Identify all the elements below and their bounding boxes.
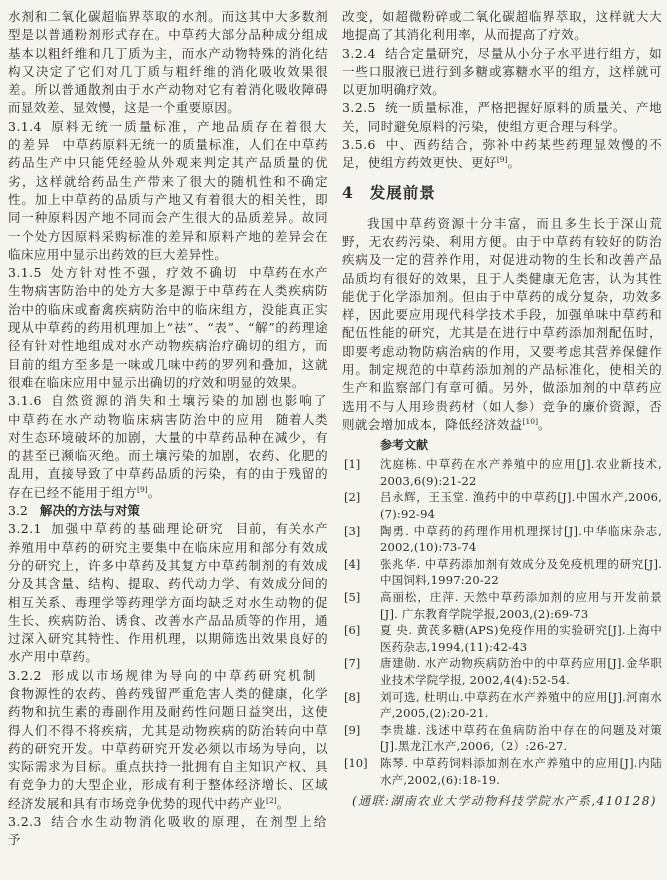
section-3-2-2 xyxy=(8,667,328,813)
reference-entry xyxy=(342,689,662,722)
reference-entry xyxy=(342,556,662,589)
section-3-1-4 xyxy=(8,118,328,264)
section-3-5-6 xyxy=(342,136,662,173)
left-column xyxy=(8,8,328,874)
sentence-end: 。 xyxy=(538,416,551,432)
citation-superscript: [10] xyxy=(522,416,539,426)
sentence-end: 。 xyxy=(276,795,290,811)
section-body: 食物源性的农药、兽药残留严重危害人类的健康，化学药物和抗生素的毒副作用及耐药性问题日益突出，这使得人们不得不将疾病，尤其是动物疾病的防治转向中草药的研究开发。中草药研究开发必须以市场为导向，以实际需求为目标。重点扶持一批拥有自主知识产权、具有竞争力的大型企业，形成有利于整体经济增长、区域经济发展和具有市场竞争优势的现代中药产业 xyxy=(8,685,328,811)
reference-entry xyxy=(342,722,662,755)
section-body: 中草药在水产生物病害防治中的处方大多是源于中草药在人类疾病防治中的临床或畜禽疾病防治中的临床组方，没能真正实现从中草药的药用机理加上“祛”、“表”、“解”的药理途径有针对性地组成对水产动物疾病治疗确切的组方，而目前的组方至多是一味或几味中药的罗列和叠加，这就很难在临床应用中显示出确切的疗效和明显的效果。 xyxy=(8,265,328,390)
reference-number: [10] xyxy=(344,755,368,770)
references-heading: 参考文献 xyxy=(380,438,429,453)
reference-entry xyxy=(342,655,662,688)
reference-number: [9] xyxy=(344,722,361,737)
right-column xyxy=(342,8,662,874)
reference-number: [5] xyxy=(344,589,361,604)
reference-entry xyxy=(342,755,662,788)
section-3-2-4 xyxy=(342,45,662,100)
section-body: 随着人类对生态环境破坏的加剧，大量的中草药品种在减少，有的甚至已濒临灭绝。而土壤污染的加剧，农药、化肥的乱用，直接导致了中草药品质的污染，有的由于残留的存在已经不能用于组方 xyxy=(8,411,328,500)
reference-number: [7] xyxy=(344,656,361,671)
reference-text: 刘可选, 杜明山.中草药在水产养殖中的应用[J].河南水产,2005,(2):20-21. xyxy=(380,689,662,721)
section-number: 3.2.5 xyxy=(342,100,376,116)
paragraph-continuation-right: 改变，如超微粉碎或二氧化碳超临界萃取，这样就大大地提高了其消化利用率，从而提高了疗效。 xyxy=(342,9,662,43)
section-body: 中、西药结合，弥补中药某些药理显效慢的不足，使组方药效更快、更好 xyxy=(342,137,662,171)
section-number: 3.1.4 xyxy=(8,118,42,134)
section-title: 结合水生动物消化吸收的原理，在剂型上给予 xyxy=(8,814,328,848)
section-number: 3.2.2 xyxy=(8,667,42,683)
reference-entry xyxy=(342,456,662,489)
citation-superscript: [9] xyxy=(137,484,148,494)
citation-superscript: [9] xyxy=(496,155,508,165)
reference-text: 沈庭栋. 中草药在水产养殖中的应用[J].农业新技术, 2003,6(9):21-22 xyxy=(380,457,662,488)
reference-text: 唐建勋. 水产动物疾病防治中的中草药应用[J].金华职业技术学院学报, 2002,4(4):52-54. xyxy=(380,656,662,687)
heading-4-development-outlook xyxy=(342,182,662,204)
reference-entry xyxy=(342,589,662,622)
section-title: 自然资源的消失和土壤污染的加剧也影响了中草药在水产动物临床病害防治中的应用 xyxy=(8,393,328,427)
heading-3-2 xyxy=(8,502,328,520)
section-number: 3.1.5 xyxy=(8,265,42,281)
section-3-2-5 xyxy=(342,99,662,136)
reference-number: [8] xyxy=(344,689,361,704)
reference-number: [2] xyxy=(344,490,361,505)
section-body: 统一质量标准，严格把握好原料的质量关、产地关，同时避免原料的污染，使组方更合理与科学。 xyxy=(342,100,662,134)
paragraph-body: 我国中草药资源十分丰富，而且多生长于深山荒野，无农药污染、利用方便。由于中草药有较好的防治疾病及一定的营养作用，对促进动物的生长和改善产品品质均有很好的效果，且于人类健康无危害，认为其性能优于化学添加剂。但由于中草药的成分复杂，功效多样，因此要应用现代科学技术手段，加强单味中草药和配伍性能的研究，尤其是在进行中草药添加剂配伍时，即要考虑动物防病治病的作用，又要考虑其营养保健作用。制定规范的中草药添加剂的产品标准化，使相关的生产和监察部门有章可循。另外，做添加剂的中草药应选用不与人用珍贵药材（如人参）竞争的廉价资源，否则就会增加成本，降低经济效益 xyxy=(342,215,662,432)
section-number: 3.2.4 xyxy=(342,45,376,61)
reference-text: 张兆华. 中草药添加剂有效成分及免疫机理的研究[J]. 中国饲料,1997:20-22 xyxy=(380,556,662,588)
section-number: 3.2.1 xyxy=(8,521,42,537)
reference-entry xyxy=(342,622,662,655)
reference-text: 陈琴. 中草药饲料添加剂在水产养殖中的应用[J].内陆水产,2002,(6):18-19. xyxy=(380,755,662,787)
section-title: 处方针对性不强，疗效不确切 xyxy=(50,265,239,281)
section-body: 结合定量研究，尽量从小分子水平进行组方，如一些口服液已进行到多糖或寡糖水平的组方，这样就可以更加明确疗效。 xyxy=(342,45,662,98)
heading-number: 3.2 xyxy=(8,503,28,519)
section-3-1-5 xyxy=(8,264,328,392)
heading-number: 4 xyxy=(342,182,354,202)
section-3-1-6 xyxy=(8,392,328,502)
reference-number: [3] xyxy=(344,523,361,538)
section-body: 中草药原料无统一的质量标准，人们在中草药药品生产中只能凭经验从外观来判定其产品质量的优劣，这样就给药品生产带来了很大的随机性和不确定性。加上中草药的品质与产地又有着很大的相关性，即同一种原料因产地不同而会产生很大的品质差异。故同一个处方因原料采购标准的差异和原料产地的差异会在临床应用中显示出药效的巨大差异性。 xyxy=(8,137,328,262)
heading-title: 解决的方法与对策 xyxy=(39,503,140,519)
section-title: 加强中草药的基础理论研究 xyxy=(50,521,225,537)
reference-text: 吕永辉，王玉堂. 渔药中的中草药[J].中国水产,2006,(7):92-94 xyxy=(380,490,662,522)
section-3-2-1 xyxy=(8,520,328,666)
reference-text: 高丽松，庄萍. 天然中草药添加剂的应用与开发前景[J]. 广东教育学院学报,2003,(2):69-73 xyxy=(380,589,662,621)
section-body: 目前，有关水产养殖用中草药的研究主要集中在临床应用和部分有效成分的研究上，许多中草药及其复方中草药制剂的有效成分及其含量、结构、提取、药代动力学、有效成分间的相互关系、毒理学等药理学方面均缺乏对水生动物的促生长、疾病防治、诱食、改善水产品品质等的作用，通过深入研究其特性、作用机理，以期筛选出效果良好的水产用中草药。 xyxy=(8,521,328,665)
reference-text: 陶勇. 中草药的药理作用机理探讨[J].中华临床杂志, 2002,(10):73-74 xyxy=(380,523,662,555)
correspondence-line: (通联:湖南农业大学动物科技学院水产系,410128) xyxy=(352,794,657,809)
reference-entry xyxy=(342,489,662,522)
section-number: 3.2.3 xyxy=(8,814,42,830)
sentence-end: 。 xyxy=(147,484,161,500)
heading-title: 发展前景 xyxy=(369,182,436,202)
citation-superscript: [2] xyxy=(266,795,277,805)
section-title: 原料无统一质量标准，产地品质存在着很大的差异 xyxy=(8,118,328,153)
reference-text: 李贵雄. 浅述中草药在鱼病防治中存在的问题及对策[J].黑龙江水产,2006,（2）:26-27. xyxy=(380,722,662,754)
paragraph-continuation-left: 水剂和二氧化碳超临界萃取的水剂。而这其中大多数剂型是以普通粉剂形式存在。中草药大部分品种成分组成基本以粗纤维和几丁质为主，而水产动物特殊的消化结构又决定了它们对几丁质与粗纤维的消化吸收效果很差。所以普通散剂由于水产动物对它有着消化吸收障碍而显效差、显效慢，这是一个重要原因。 xyxy=(8,9,328,116)
section-number: 3.5.6 xyxy=(342,137,376,153)
outlook-paragraph xyxy=(342,215,662,435)
section-number: 3.1.6 xyxy=(8,393,42,409)
reference-text: 夏 央. 黄芪多糖(APS)免疫作用的实验研究[J].上海中医药杂志,1994,(11):42-43 xyxy=(380,623,662,654)
section-title: 形成以市场规律为导向的中草药研究机制 xyxy=(50,667,317,683)
reference-number: [1] xyxy=(344,457,361,472)
section-3-2-3-start xyxy=(8,813,328,850)
sentence-end: 。 xyxy=(507,155,521,171)
reference-entry xyxy=(342,523,662,556)
reference-number: [6] xyxy=(344,623,361,638)
reference-number: [4] xyxy=(344,556,361,571)
